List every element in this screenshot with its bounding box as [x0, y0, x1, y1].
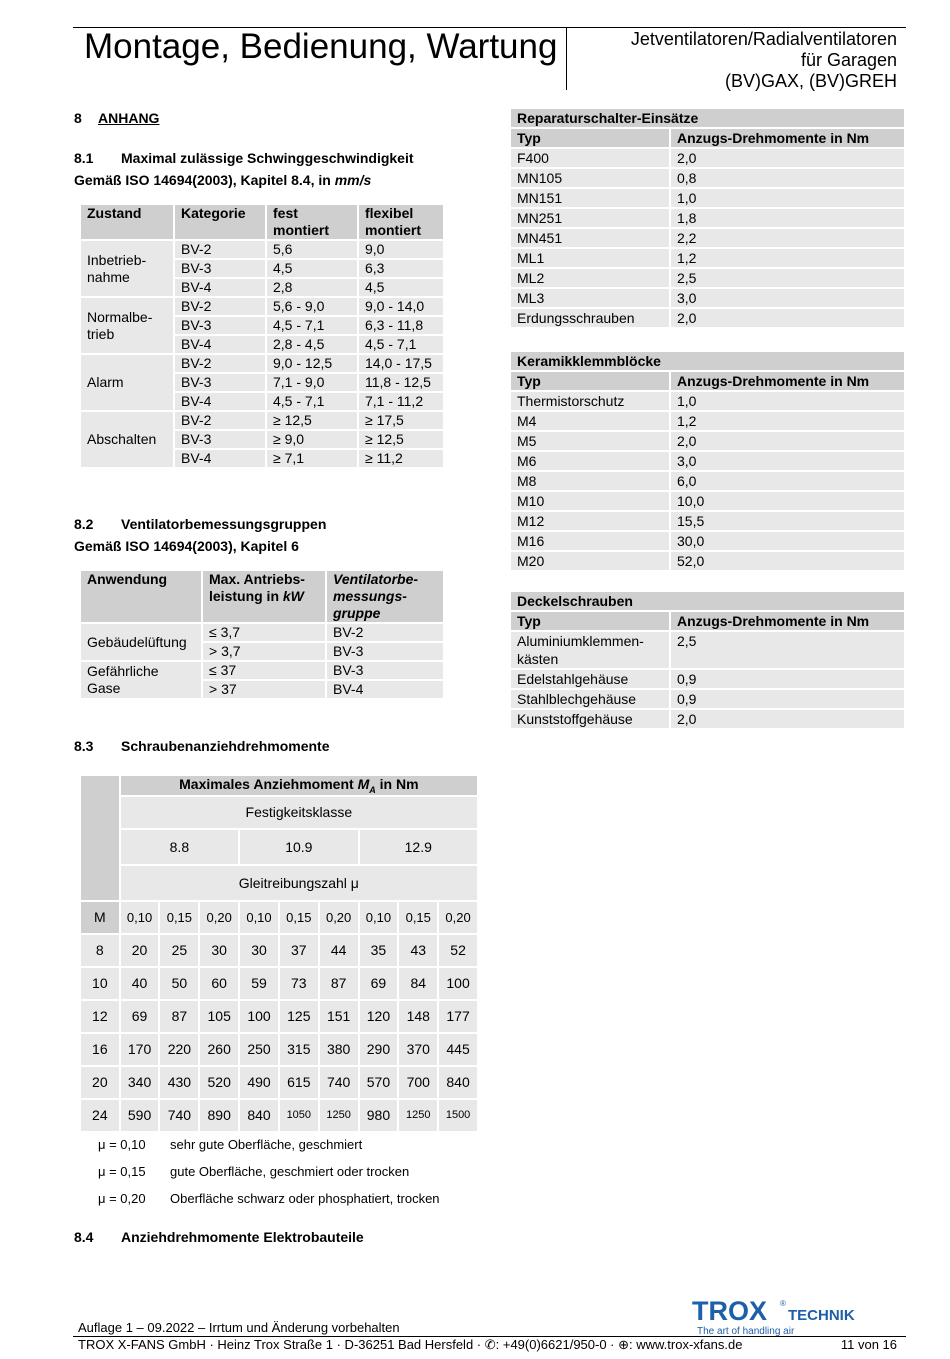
- section-8-1-subtitle: [74, 171, 371, 189]
- value-cell: BV-2: [175, 298, 267, 317]
- legend-mu: μ = 0,10: [98, 1137, 146, 1152]
- torque-cell: 44: [320, 935, 360, 968]
- application-cell: Gebäudelüftung: [81, 624, 203, 662]
- torque-cell: 2,2: [671, 229, 906, 249]
- value-cell: BV-3: [175, 260, 267, 279]
- torque-cell: 52: [439, 935, 479, 968]
- legend-item: [81, 1137, 440, 1164]
- bolt-size-cell: 16: [81, 1034, 121, 1067]
- section-8-heading: [74, 109, 159, 127]
- table-row: [81, 1067, 479, 1100]
- torque-cell: 260: [200, 1034, 240, 1067]
- table-title: Reparaturschalter-Einsätze: [511, 109, 906, 129]
- value-cell: BV-2: [175, 412, 267, 431]
- mu-cell: 0,10: [360, 902, 400, 935]
- table-row: [81, 412, 445, 431]
- header-text: Max. Antriebs-leistung in: [209, 571, 305, 604]
- value-cell: BV-4: [175, 336, 267, 355]
- table-row: [511, 169, 906, 189]
- zustand-cell: Alarm: [81, 355, 175, 412]
- logo-tagline: The art of handling air: [697, 1326, 795, 1337]
- torque-cell: 59: [240, 968, 280, 1001]
- value-cell: 5,6 - 9,0: [267, 298, 359, 317]
- page-title: Montage, Bedienung, Wartung: [84, 27, 558, 66]
- section-title: Anziehdrehmomente Elektrobauteile: [121, 1229, 364, 1245]
- value-cell: BV-3: [175, 431, 267, 450]
- table-row: [81, 1001, 479, 1034]
- table-row: [511, 149, 906, 169]
- table-title: Keramikklemmblöcke: [511, 352, 906, 372]
- col-header: Typ: [511, 129, 671, 149]
- torque-cell: 25: [160, 935, 200, 968]
- mu-cell: 0,15: [280, 902, 320, 935]
- value-cell: 9,0 - 14,0: [359, 298, 445, 317]
- legend-text: gute Oberfläche, geschmiert oder trocken: [170, 1164, 410, 1179]
- power-cell: > 3,7: [203, 643, 327, 662]
- trox-logo: [692, 1294, 862, 1338]
- zustand-cell: Abschalten: [81, 412, 175, 469]
- torque-cell: 52,0: [671, 552, 906, 572]
- table-row: [511, 229, 906, 249]
- torque-cell: 177: [439, 1001, 479, 1034]
- torque-cell: 1,8: [671, 209, 906, 229]
- torque-cell: 2,5: [671, 632, 906, 670]
- torque-cell: 3,0: [671, 452, 906, 472]
- torque-cell: 1,2: [671, 412, 906, 432]
- section-number: 8: [74, 110, 82, 126]
- logo-reg: ®: [780, 1299, 786, 1308]
- torque-cell: 1,0: [671, 392, 906, 412]
- class-cell: 12.9: [360, 830, 479, 866]
- logo-brand: TROX: [692, 1296, 768, 1326]
- value-cell: ≥ 9,0: [267, 431, 359, 450]
- torque-table: [81, 776, 479, 1133]
- torque-cell: 151: [320, 1001, 360, 1034]
- torque-cell: 490: [240, 1067, 280, 1100]
- type-cell: Aluminiumklemmen-kästen: [511, 632, 671, 670]
- torque-cell: 6,0: [671, 472, 906, 492]
- table-row: [81, 968, 479, 1001]
- col-header: Anzugs-Drehmomente in Nm: [671, 129, 906, 149]
- repair-switch-table: [511, 109, 906, 329]
- section-8-1-heading: [74, 149, 414, 167]
- type-cell: M12: [511, 512, 671, 532]
- value-cell: 4,5 - 7,1: [267, 393, 359, 412]
- torque-cell: 570: [360, 1067, 400, 1100]
- torque-cell: 100: [240, 1001, 280, 1034]
- type-cell: ML1: [511, 249, 671, 269]
- mu-cell: 0,10: [121, 902, 161, 935]
- section-title: Schraubenanziehdrehmomente: [121, 738, 330, 754]
- mu-cell: 0,15: [399, 902, 439, 935]
- section-title: Maximal zulässige Schwinggeschwindigkeit: [121, 150, 414, 166]
- header-divider: [566, 27, 567, 90]
- col-header: [203, 571, 327, 624]
- legend-mu: μ = 0,20: [98, 1191, 146, 1206]
- torque-cell: 220: [160, 1034, 200, 1067]
- torque-cell: 840: [240, 1100, 280, 1133]
- table-row: [511, 512, 906, 532]
- col-header: Anzugs-Drehmomente in Nm: [671, 372, 906, 392]
- value-cell: 4,5 - 7,1: [267, 317, 359, 336]
- legend-mu: μ = 0,15: [98, 1164, 146, 1179]
- class-cell: 8.8: [121, 830, 240, 866]
- table-row: [511, 690, 906, 710]
- torque-cell: 615: [280, 1067, 320, 1100]
- table-row: [511, 432, 906, 452]
- type-cell: MN151: [511, 189, 671, 209]
- value-cell: 9,0 - 12,5: [267, 355, 359, 374]
- col-header: fest montiert: [267, 205, 359, 241]
- torque-cell: 2,0: [671, 432, 906, 452]
- value-cell: 11,8 - 12,5: [359, 374, 445, 393]
- torque-cell: 170: [121, 1034, 161, 1067]
- torque-cell: 445: [439, 1034, 479, 1067]
- col-header: Kategorie: [175, 205, 267, 241]
- torque-cell: 87: [160, 1001, 200, 1034]
- torque-cell: 3,0: [671, 289, 906, 309]
- value-cell: BV-4: [175, 393, 267, 412]
- table-row: [511, 269, 906, 289]
- legend-item: [81, 1191, 440, 1218]
- class-row: [81, 830, 479, 866]
- bolt-size-cell: 8: [81, 935, 121, 968]
- symbol-sub: A: [369, 784, 376, 795]
- table-row: [511, 392, 906, 412]
- legend: [81, 1137, 440, 1218]
- value-cell: ≥ 12,5: [267, 412, 359, 431]
- mu-cell: 0,15: [160, 902, 200, 935]
- value-cell: BV-3: [175, 374, 267, 393]
- torque-cell: 2,5: [671, 269, 906, 289]
- table-row: [81, 298, 445, 317]
- table-title-row: [511, 592, 906, 612]
- torque-cell: 100: [439, 968, 479, 1001]
- torque-cell: 740: [320, 1067, 360, 1100]
- table-title-row: [511, 109, 906, 129]
- value-cell: 7,1 - 9,0: [267, 374, 359, 393]
- subtitle-line: Jetventilatoren/Radialventilatoren: [630, 29, 897, 49]
- torque-cell: 87: [320, 968, 360, 1001]
- rating-group-table: [81, 571, 445, 700]
- value-cell: 14,0 - 17,5: [359, 355, 445, 374]
- value-cell: BV-4: [175, 450, 267, 469]
- value-cell: 2,8: [267, 279, 359, 298]
- section-number: 8.2: [74, 516, 94, 532]
- torque-cell: 2,0: [671, 149, 906, 169]
- torque-cell: 1,0: [671, 189, 906, 209]
- vibration-table: [81, 205, 445, 469]
- subtitle-line: für Garagen: [800, 50, 897, 70]
- torque-cell: 30: [240, 935, 280, 968]
- table-header-row: [511, 372, 906, 392]
- header-text: in Nm: [375, 776, 419, 792]
- table-row: [511, 632, 906, 670]
- power-cell: ≤ 37: [203, 662, 327, 681]
- mu-cell: 0,20: [439, 902, 479, 935]
- table-header-row: [81, 571, 445, 624]
- torque-cell: 120: [360, 1001, 400, 1034]
- table-row: [511, 452, 906, 472]
- torque-cell: 840: [439, 1067, 479, 1100]
- torque-cell: 370: [399, 1034, 439, 1067]
- unit: mm/s: [334, 172, 372, 188]
- type-cell: Thermistorschutz: [511, 392, 671, 412]
- section-title: ANHANG: [98, 110, 160, 126]
- torque-header-row: [81, 776, 479, 797]
- torque-cell: 290: [360, 1034, 400, 1067]
- table-row: [81, 624, 445, 643]
- torque-cell: 30,0: [671, 532, 906, 552]
- torque-cell: 20: [121, 935, 161, 968]
- table-row: [511, 472, 906, 492]
- mu-row: [81, 902, 479, 935]
- footer-company: TROX X-FANS GmbH · Heinz Trox Straße 1 · D-36251 Bad Hersfeld · ✆: +49(0)6621/950-0 · ⊕: www.trox-xfans.de: [78, 1337, 743, 1352]
- torque-cell: 1250: [320, 1100, 360, 1133]
- footer-edition: Auflage 1 – 09.2022 – Irrtum und Änderung vorbehalten: [78, 1320, 400, 1335]
- section-8-2-subtitle: Gemäß ISO 14694(2003), Kapitel 6: [74, 538, 299, 554]
- table-row: [511, 552, 906, 572]
- bolt-size-cell: 12: [81, 1001, 121, 1034]
- col-header: Ventilatorbe-messungs-gruppe: [327, 571, 445, 624]
- value-cell: 4,5: [359, 279, 445, 298]
- power-cell: ≤ 3,7: [203, 624, 327, 643]
- subtitle-text: Gemäß ISO 14694(2003), Kapitel 8.4, in: [74, 172, 335, 188]
- type-cell: M4: [511, 412, 671, 432]
- col-header: Zustand: [81, 205, 175, 241]
- legend-text: Oberfläche schwarz oder phosphatiert, trocken: [170, 1191, 440, 1206]
- value-cell: 6,3 - 11,8: [359, 317, 445, 336]
- bolt-size-cell: 24: [81, 1100, 121, 1133]
- table-row: [511, 492, 906, 512]
- torque-cell: 69: [121, 1001, 161, 1034]
- table-row: [511, 289, 906, 309]
- torque-cell: 69: [360, 968, 400, 1001]
- section-number: 8.1: [74, 150, 94, 166]
- torque-cell: 15,5: [671, 512, 906, 532]
- gleit-row: [81, 866, 479, 902]
- bolt-size-cell: 10: [81, 968, 121, 1001]
- torque-cell: 125: [280, 1001, 320, 1034]
- torque-cell: 40: [121, 968, 161, 1001]
- col-header: Typ: [511, 612, 671, 632]
- section-8-2-heading: [74, 515, 326, 533]
- torque-cell: 340: [121, 1067, 161, 1100]
- torque-header: [121, 776, 479, 797]
- value-cell: BV-4: [175, 279, 267, 298]
- table-row: [81, 1100, 479, 1133]
- table-row: [81, 355, 445, 374]
- type-cell: M8: [511, 472, 671, 492]
- group-cell: BV-3: [327, 662, 445, 681]
- type-cell: M20: [511, 552, 671, 572]
- type-cell: Edelstahlgehäuse: [511, 670, 671, 690]
- legend-text: sehr gute Oberfläche, geschmiert: [170, 1137, 363, 1152]
- type-cell: MN105: [511, 169, 671, 189]
- m-label: M: [81, 902, 121, 935]
- type-cell: M10: [511, 492, 671, 512]
- table-title: Deckelschrauben: [511, 592, 906, 612]
- torque-cell: 250: [240, 1034, 280, 1067]
- value-cell: 2,8 - 4,5: [267, 336, 359, 355]
- value-cell: 6,3: [359, 260, 445, 279]
- type-cell: M5: [511, 432, 671, 452]
- bolt-size-cell: 20: [81, 1067, 121, 1100]
- section-8-3-heading: [74, 737, 330, 755]
- zustand-cell: Normalbe-trieb: [81, 298, 175, 355]
- torque-cell: 380: [320, 1034, 360, 1067]
- table-row: [511, 309, 906, 329]
- torque-cell: 1250: [399, 1100, 439, 1133]
- table-row: [511, 189, 906, 209]
- type-cell: M16: [511, 532, 671, 552]
- table-row: [511, 710, 906, 730]
- value-cell: ≥ 7,1: [267, 450, 359, 469]
- ceramic-terminal-table: [511, 352, 906, 572]
- page-number: 11 von 16: [840, 1337, 897, 1352]
- value-cell: ≥ 17,5: [359, 412, 445, 431]
- group-cell: BV-4: [327, 681, 445, 700]
- torque-cell: 0,9: [671, 690, 906, 710]
- table-row: [511, 209, 906, 229]
- type-cell: M6: [511, 452, 671, 472]
- symbol: M: [357, 776, 370, 792]
- type-cell: MN451: [511, 229, 671, 249]
- value-cell: 5,6: [267, 241, 359, 260]
- value-cell: 9,0: [359, 241, 445, 260]
- torque-cell: 30: [200, 935, 240, 968]
- subtitle-line: (BV)GAX, (BV)GREH: [724, 71, 897, 91]
- value-cell: ≥ 12,5: [359, 431, 445, 450]
- table-row: [81, 662, 445, 681]
- type-cell: Erdungsschrauben: [511, 309, 671, 329]
- torque-cell: 84: [399, 968, 439, 1001]
- mu-cell: 0,20: [320, 902, 360, 935]
- torque-cell: 10,0: [671, 492, 906, 512]
- torque-cell: 73: [280, 968, 320, 1001]
- application-cell: Gefährliche Gase: [81, 662, 203, 700]
- torque-cell: 980: [360, 1100, 400, 1133]
- torque-cell: 2,0: [671, 710, 906, 730]
- type-cell: F400: [511, 149, 671, 169]
- section-8-4-heading: [74, 1228, 364, 1246]
- table-row: [511, 412, 906, 432]
- table-header-row: [81, 205, 445, 241]
- torque-cell: 60: [200, 968, 240, 1001]
- type-cell: ML2: [511, 269, 671, 289]
- gleit-label: Gleitreibungszahl μ: [121, 866, 479, 902]
- torque-cell: 37: [280, 935, 320, 968]
- festigkeit-label: Festigkeitsklasse: [121, 797, 479, 830]
- torque-cell: 1,2: [671, 249, 906, 269]
- cover-screw-table: [511, 592, 906, 730]
- table-row: [81, 935, 479, 968]
- table-row: [81, 1034, 479, 1067]
- type-cell: Stahlblechgehäuse: [511, 690, 671, 710]
- torque-cell: 105: [200, 1001, 240, 1034]
- legend-item: [81, 1164, 440, 1191]
- col-header: Anzugs-Drehmomente in Nm: [671, 612, 906, 632]
- torque-cell: 315: [280, 1034, 320, 1067]
- torque-cell: 1050: [280, 1100, 320, 1133]
- section-number: 8.3: [74, 738, 94, 754]
- torque-cell: 1500: [439, 1100, 479, 1133]
- page-subtitle: [631, 29, 897, 92]
- torque-cell: 50: [160, 968, 200, 1001]
- value-cell: 7,1 - 11,2: [359, 393, 445, 412]
- power-cell: > 37: [203, 681, 327, 700]
- table-row: [511, 532, 906, 552]
- class-cell: 10.9: [240, 830, 359, 866]
- torque-cell: 430: [160, 1067, 200, 1100]
- table-row: [511, 249, 906, 269]
- table-title-row: [511, 352, 906, 372]
- mu-cell: 0,20: [200, 902, 240, 935]
- torque-cell: 148: [399, 1001, 439, 1034]
- torque-cell: 43: [399, 935, 439, 968]
- value-cell: ≥ 11,2: [359, 450, 445, 469]
- torque-cell: 35: [360, 935, 400, 968]
- type-cell: ML3: [511, 289, 671, 309]
- torque-cell: 740: [160, 1100, 200, 1133]
- table-header-row: [511, 612, 906, 632]
- torque-cell: 520: [200, 1067, 240, 1100]
- table-header-row: [511, 129, 906, 149]
- value-cell: BV-2: [175, 355, 267, 374]
- group-cell: BV-2: [327, 624, 445, 643]
- group-cell: BV-3: [327, 643, 445, 662]
- value-cell: 4,5 - 7,1: [359, 336, 445, 355]
- torque-cell: 2,0: [671, 309, 906, 329]
- torque-cell: 890: [200, 1100, 240, 1133]
- value-cell: 4,5: [267, 260, 359, 279]
- torque-cell: 700: [399, 1067, 439, 1100]
- value-cell: BV-3: [175, 317, 267, 336]
- festigkeit-row: [81, 797, 479, 830]
- torque-cell: 590: [121, 1100, 161, 1133]
- mu-cell: 0,10: [240, 902, 280, 935]
- table-row: [81, 241, 445, 260]
- type-cell: Kunststoffgehäuse: [511, 710, 671, 730]
- value-cell: BV-2: [175, 241, 267, 260]
- col-header: Typ: [511, 372, 671, 392]
- section-number: 8.4: [74, 1229, 94, 1245]
- torque-cell: 0,9: [671, 670, 906, 690]
- corner-cell: [81, 776, 121, 902]
- logo-suffix: TECHNIK: [788, 1307, 855, 1324]
- zustand-cell: Inbetrieb-nahme: [81, 241, 175, 298]
- type-cell: MN251: [511, 209, 671, 229]
- unit: kW: [282, 588, 304, 604]
- table-row: [511, 670, 906, 690]
- torque-cell: 0,8: [671, 169, 906, 189]
- col-header: flexibel montiert: [359, 205, 445, 241]
- header-text: Maximales Anziehmoment: [179, 776, 358, 792]
- col-header: Anwendung: [81, 571, 203, 624]
- section-title: Ventilatorbemessungsgruppen: [121, 516, 327, 532]
